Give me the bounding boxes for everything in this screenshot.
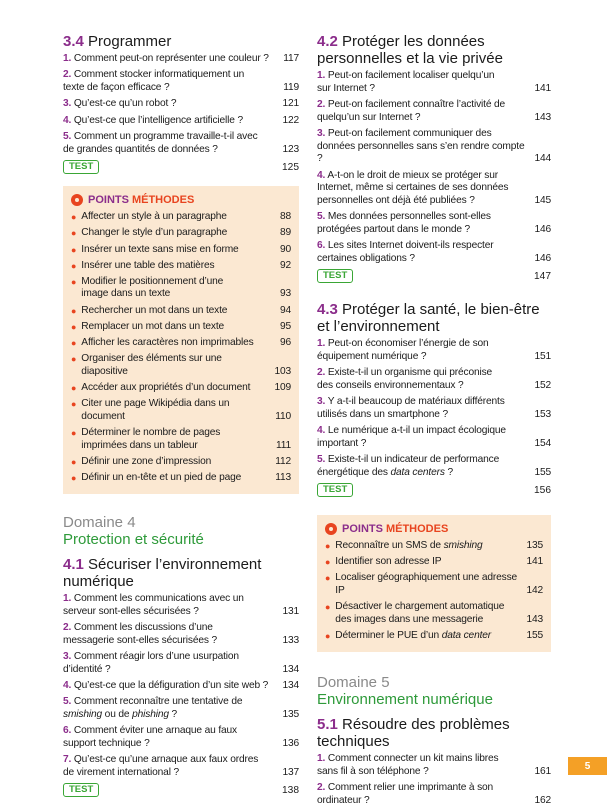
toc-item[interactable]: 5. Mes données personnelles sont-elles protégées partout dans le monde ? 146 (317, 211, 551, 235)
test-badge: TEST (63, 783, 99, 797)
page-number: 5 (584, 760, 591, 772)
toc-item[interactable]: 4. Qu’est-ce que l’intelligence artificielle ? 122 (63, 114, 299, 126)
toc-item[interactable]: 2. Comment les discussions d’une messagerie sont-elles sécurisées ? 133 (63, 622, 299, 646)
right-column (317, 33, 551, 811)
points-methodes-box (317, 515, 551, 652)
toc-item[interactable]: 1. Comment connecter un kit mains libres sans fil à son téléphone ? 161 (317, 753, 551, 777)
test-row[interactable]: TEST 125 (63, 160, 299, 174)
test-badge: TEST (317, 269, 353, 283)
methode-item[interactable]: ● Déterminer le PUE d’un data center 155 (325, 629, 543, 641)
toc-item[interactable]: 1. Comment peut-on représenter une couleur ? 117 (63, 53, 299, 64)
points-methodes-box (63, 186, 299, 494)
points-methodes-title: POINTS MÉTHODES (325, 523, 543, 535)
domaine-4-header: Domaine 4 Protection et sécurité (63, 514, 204, 549)
methode-item[interactable]: ● Afficher les caractères non imprimables 96 (71, 337, 291, 349)
test-row[interactable]: TEST 147 (317, 269, 551, 283)
toc-item[interactable]: 3. Comment réagir lors d’une usurpation d’identité ? 134 (63, 651, 299, 675)
toc-item[interactable]: 4. Qu’est-ce que la défiguration d’un site web ? 134 (63, 680, 299, 692)
section-5-1-list (317, 753, 551, 807)
toc-item[interactable]: 5. Existe-t-il un indicateur de performance énergétique des data centers ? 155 (317, 454, 551, 478)
toc-item[interactable]: 3. Y a-t-il beaucoup de matériaux différents utilisés dans un smartphone ? 153 (317, 396, 551, 420)
toc-item[interactable]: 1. Peut-on économiser l’énergie de son équipement numérique ? 151 (317, 338, 551, 362)
toc-item[interactable]: 1. Peut-on facilement localiser quelqu’un sur Internet ? 141 (317, 70, 551, 94)
toc-item[interactable]: 2. Comment relier une imprimante à son ordinateur ? 162 (317, 782, 551, 806)
methode-item[interactable]: ● Affecter un style à un paragraphe 88 (71, 211, 291, 223)
methode-item[interactable]: ● Accéder aux propriétés d’un document 109 (71, 382, 291, 394)
methode-item[interactable]: ● Localiser géographiquement une adresse IP 142 (325, 572, 543, 596)
methode-item[interactable]: ● Changer le style d’un paragraphe 89 (71, 227, 291, 239)
methode-item[interactable]: ● Déterminer le nombre de pages imprimées dans un tableur 111 (71, 426, 291, 451)
toc-item[interactable]: 3. Qu’est-ce qu’un robot ? 121 (63, 98, 299, 110)
toc-item[interactable]: 2. Comment stocker informatiquement un texte de façon efficace ? 119 (63, 69, 299, 93)
target-icon (325, 523, 337, 535)
methode-item[interactable]: ● Reconnaître un SMS de smishing 135 (325, 540, 543, 552)
section-title-5-1: 5.1 Résoudre des problèmes techniques (317, 716, 510, 751)
section-title-4-3: 4.3 Protéger la santé, le bien-être et l’environnement (317, 301, 540, 336)
test-row[interactable]: TEST 138 (63, 783, 299, 797)
toc-item[interactable]: 2. Existe-t-il un organisme qui préconise des conseils environnementaux ? 152 (317, 367, 551, 391)
points-methodes-title: POINTS MÉTHODES (71, 194, 291, 206)
methode-item[interactable]: ● Identifier son adresse IP 141 (325, 556, 543, 568)
toc-item[interactable]: 2. Peut-on facilement connaître l’activité de quelqu’un sur Internet ? 143 (317, 98, 551, 123)
methode-item[interactable]: ● Citer une page Wikipédia dans un document 110 (71, 398, 291, 422)
methode-item[interactable]: ● Remplacer un mot dans un texte 95 (71, 320, 291, 332)
section-4-2-list (317, 70, 551, 283)
section-title-4-2: 4.2 Protéger les données personnelles et la vie privée (317, 33, 503, 67)
page-number-tab (568, 757, 607, 775)
toc-item[interactable]: 7. Qu’est-ce qu’une arnaque aux faux ordres de virement international ? 137 (63, 754, 299, 779)
domaine-5-header: Domaine 5 Environnement numérique (317, 674, 493, 709)
toc-item[interactable]: 1. Comment les communications avec un serveur sont-elles sécurisées ? 131 (63, 593, 299, 617)
toc-item[interactable]: 4. A-t-on le droit de mieux se protéger sur Internet, même si certaines de ses données personnelles ont déjà été publiées ? 145 (317, 169, 551, 206)
test-badge: TEST (317, 483, 353, 497)
methode-item[interactable]: ● Organiser des éléments sur une diapositive 103 (71, 353, 291, 377)
toc-item[interactable]: 5. Comment reconnaître une tentative de smishing ou de phishing ? 135 (63, 696, 299, 721)
methode-item[interactable]: ● Insérer un texte sans mise en forme 90 (71, 243, 291, 255)
toc-item[interactable]: 3. Peut-on facilement communiquer des données personnelles sans s’en rendre compte ? 144 (317, 127, 551, 165)
methode-item[interactable]: ● Désactiver le chargement automatique des images dans une messagerie 143 (325, 601, 543, 625)
methode-item[interactable]: ● Modifier le positionnement d’une image dans un texte 93 (71, 275, 291, 300)
section-3-4-list (63, 53, 299, 174)
section-4-1-list (63, 593, 299, 797)
toc-item[interactable]: 5. Comment un programme travaille-t-il avec de grandes quantités de données ? 123 (63, 131, 299, 155)
test-badge: TEST (63, 160, 99, 174)
section-4-3-list (317, 338, 551, 497)
toc-item[interactable]: 4. Le numérique a-t-il un impact écologique important ? 154 (317, 425, 551, 449)
left-column (63, 33, 299, 797)
target-icon (71, 194, 83, 206)
test-row[interactable]: TEST 156 (317, 483, 551, 497)
methode-item[interactable]: ● Définir un en-tête et un pied de page 113 (71, 471, 291, 483)
methode-item[interactable]: ● Définir une zone d’impression 112 (71, 455, 291, 467)
toc-item[interactable]: 6. Les sites Internet doivent-ils respecter certaines obligations ? 146 (317, 240, 551, 264)
methode-item[interactable]: ● Insérer une table des matières 92 (71, 259, 291, 271)
methode-item[interactable]: ● Rechercher un mot dans un texte 94 (71, 304, 291, 316)
section-title-3-4: 3.4 Programmer (63, 33, 172, 50)
section-title-4-1: 4.1 Sécuriser l’environnement numérique (63, 556, 262, 591)
toc-item[interactable]: 6. Comment éviter une arnaque au faux support technique ? 136 (63, 725, 299, 750)
